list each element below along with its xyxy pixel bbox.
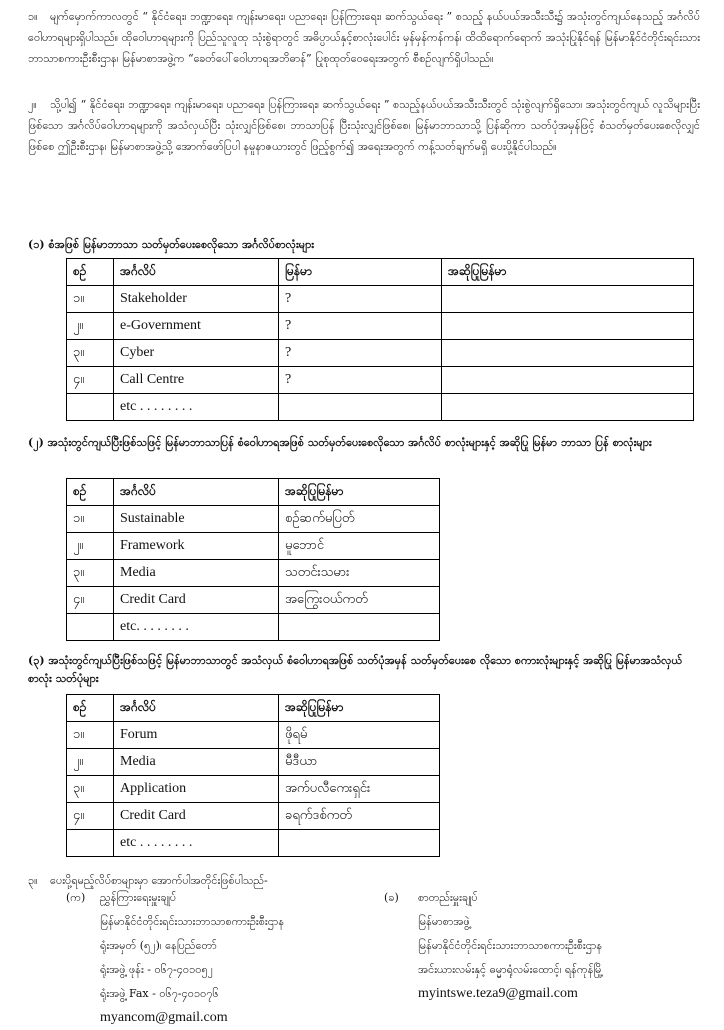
cell-proposed: မူဘောင် — [279, 533, 440, 560]
cell-proposed — [442, 394, 694, 421]
col-header-proposed: အဆိုပြုမြန်မာ — [279, 479, 440, 506]
cell-myanmar: ? — [279, 367, 442, 394]
cell-english: Stakeholder — [114, 286, 279, 313]
address-line: မြန်မာနိုင်ငံတိုင်းရင်းသားဘာသာစကားဦးစီးဌာန — [100, 915, 285, 928]
address-line: မြန်မာစာအဖွဲ့ — [418, 915, 470, 928]
cell-serial: ၂။ — [67, 749, 114, 776]
table-row — [67, 394, 694, 421]
email-link[interactable]: myancom@gmail.com — [100, 1010, 228, 1025]
cell-english: etc. . . . . . . . — [114, 614, 279, 641]
col-header-serial: စဉ် — [67, 479, 114, 506]
cell-serial: ၃။ — [67, 560, 114, 587]
table-row — [67, 803, 440, 830]
col-header-proposed: အဆိုပြုမြန်မာ — [279, 695, 440, 722]
cell-proposed — [279, 830, 440, 857]
cell-proposed: စဉ်ဆက်မပြတ် — [279, 506, 440, 533]
col-header-myanmar: မြန်မာ — [279, 259, 442, 286]
col-header-serial: စဉ် — [67, 695, 114, 722]
table-row — [67, 560, 440, 587]
table-row — [67, 533, 440, 560]
table-row — [67, 722, 440, 749]
cell-serial — [67, 394, 114, 421]
table-row — [67, 749, 440, 776]
col-header-english: အင်္ဂလိပ် — [114, 259, 279, 286]
cell-english: etc . . . . . . . . — [114, 830, 279, 857]
cell-english: Framework — [114, 533, 279, 560]
cell-proposed — [442, 340, 694, 367]
table-row — [67, 776, 440, 803]
paragraph-number: ၁။ — [28, 10, 38, 23]
section-1-heading: (၁) စံအဖြစ် မြန်မာဘာသာ သတ်မှတ်ပေးစေလိုသော အင်္ဂလိပ်စာလုံးများ — [28, 238, 315, 251]
cell-serial: ၄။ — [67, 367, 114, 394]
address-label: (ခ) — [384, 891, 399, 904]
cell-serial: ၃။ — [67, 340, 114, 367]
table-1 — [66, 258, 694, 421]
cell-serial: ၄။ — [67, 803, 114, 830]
cell-english: Credit Card — [114, 587, 279, 614]
cell-proposed: မီဒီယာ — [279, 749, 440, 776]
col-header-english: အင်္ဂလိပ် — [114, 695, 279, 722]
paragraph-text: သို့ပါ၍ “ နိုင်ငံရေး၊ ဘဏ္ဍာရေး၊ ကျန်းမာရေး၊ ပညာရေး၊ ပြန်ကြားရေး၊ ဆက်သွယ်ရေး ” စသည့်နယ်ပယ်အသီးသီးတွင် သုံးစွဲလျက်ရှိသော၊ အသုံးတွင်ကျယ် လူသိများပြီးဖြစ်သော အင်္ဂလိပ်ဝေါဟာရများကို အသံလှယ်ပြီး သုံးလျှင်ဖြစ်စေ၊ ဘာသာပြန် ပြီးသုံးလျှင်ဖြစ်စေ၊ မြန်မာဘာသာသို့ ပြန်ဆိုကာ သတ်ပုံအမှန်ဖြင့် စံသတ်မှတ်ပေးစေလိုလျှင်ဖြစ်စေ ဤဦးစီးဌာန၊ မြန်မာစာအဖွဲ့သို့ အောက်ဖော်ပြပါ နမူနာဇယားတွင် ဖြည့်စွက်၍ အရေးအတွက် ကန့်သတ်ချက်မရှိ ပေးပို့နိုင်ပါသည်။ — [28, 98, 700, 153]
table-header-row — [67, 259, 694, 286]
cell-serial: ၁။ — [67, 286, 114, 313]
cell-myanmar: ? — [279, 340, 442, 367]
cell-proposed — [442, 367, 694, 394]
table-row — [67, 830, 440, 857]
cell-english: Sustainable — [114, 506, 279, 533]
paragraph-number: ၂။ — [28, 98, 37, 111]
cell-english: Cyber — [114, 340, 279, 367]
cell-proposed: အက်ပလီကေးရှင်း — [279, 776, 440, 803]
section-2-heading: (၂) အသုံးတွင်ကျယ်ပြီးဖြစ်သဖြင့် မြန်မာဘာသာပြန် စံဝေါဟာရအဖြစ် သတ်မှတ်ပေးစေလိုသော အင်္ဂလိပ် စာလုံးများနှင့် အဆိုပြု မြန်မာ ဘာသာ ပြန် စာလုံးများ — [28, 436, 652, 449]
cell-proposed: ခရက်ဒစ်ကတ် — [279, 803, 440, 830]
cell-proposed — [279, 614, 440, 641]
table-row — [67, 286, 694, 313]
cell-serial: ၂။ — [67, 313, 114, 340]
paragraph-1 — [28, 6, 700, 69]
cell-proposed — [442, 286, 694, 313]
address-label: (က) — [66, 891, 86, 904]
cell-english: Credit Card — [114, 803, 279, 830]
table-header-row — [67, 695, 440, 722]
address-line: ရုံးအမှတ် (၅၂)၊ နေပြည်တော် — [100, 939, 217, 952]
cell-english: e-Government — [114, 313, 279, 340]
paragraph-number: ၃။ — [28, 874, 38, 887]
cell-myanmar — [279, 394, 442, 421]
address-line: ညွှန်ကြားရေးမှူးချုပ် — [100, 891, 177, 904]
address-line: စာတည်းမှူးချုပ် — [418, 891, 478, 904]
table-row — [67, 367, 694, 394]
address-line: မြန်မာနိုင်ငံတိုင်းရင်းသားဘာသာစကားဦးစီးဌာန — [418, 939, 603, 952]
cell-myanmar: ? — [279, 313, 442, 340]
section-3-heading: (၃) အသုံးတွင်ကျယ်ပြီးဖြစ်သဖြင့် မြန်မာဘာသာတွင် အသံလှယ် စံဝေါဟာရအဖြစ် သတ်ပုံအမှန် သတ်မှတ်ပေးစေ လိုသော စကားလုံးများနှင့် အဆိုပြု မြန်မာအသံလှယ်စာလုံး သတ်ပုံများ — [28, 654, 683, 685]
paragraph-text: မျက်မှောက်ကာလတွင် “ နိုင်ငံရေး၊ ဘဏ္ဍာရေး၊ ကျန်းမာရေး၊ ပညာရေး၊ ပြန်ကြားရေး၊ ဆက်သွယ်ရေး ” စသည့် နယ်ပယ်အသီးသီး၌ အသုံးတွင်ကျယ်နေသည့် အင်္ဂလိပ်ဝေါဟာရများရှိပါသည်။ ထိုဝေါဟာရများကို ပြည်သူလူထု သုံးစွဲရာတွင် အဓိပ္ပာယ်နှင့်စာလုံးပေါင်း မှန်မှန်ကန်ကန်၊ ထိထိရောက်ရောက် အသုံးပြုနိုင်ရန် မြန်မာနိုင်ငံတိုင်းရင်းသားဘာသာစကားဦးစီးဌာန၊ မြန်မာစာအဖွဲ့က “ခေတ်ပေါ်ဝေါဟာရအဘိဓာန်” ပြုစုထုတ်ဝေရေးအတွက် စီစဉ်လျက်ရှိပါသည်။ — [28, 10, 700, 65]
table-row — [67, 313, 694, 340]
cell-proposed — [442, 313, 694, 340]
col-header-serial: စဉ် — [67, 259, 114, 286]
table-header-row — [67, 479, 440, 506]
cell-proposed: ဖိုရမ် — [279, 722, 440, 749]
cell-english: Application — [114, 776, 279, 803]
table-2 — [66, 478, 440, 641]
fax-line: ရုံးအဖွဲ့ Fax - ၀၆၇-၄၀၁၀၇၆ — [100, 987, 219, 1000]
table-row — [67, 340, 694, 367]
cell-serial — [67, 614, 114, 641]
phone-line: ရုံးအဖွဲ့ ဖုန်း - ၀၆၇-၄၀၁၀၅၂ — [100, 963, 214, 976]
cell-myanmar: ? — [279, 286, 442, 313]
col-header-proposed: အဆိုပြုမြန်မာ — [442, 259, 694, 286]
cell-serial: ၃။ — [67, 776, 114, 803]
cell-serial: ၂။ — [67, 533, 114, 560]
cell-english: Forum — [114, 722, 279, 749]
cell-serial — [67, 830, 114, 857]
email-link[interactable]: myintswe.teza9@gmail.com — [418, 986, 578, 1001]
table-row — [67, 614, 440, 641]
col-header-english: အင်္ဂလိပ် — [114, 479, 279, 506]
cell-english: Media — [114, 749, 279, 776]
table-row — [67, 587, 440, 614]
table-row — [67, 506, 440, 533]
cell-serial: ၁။ — [67, 506, 114, 533]
cell-english: etc . . . . . . . . — [114, 394, 279, 421]
table-3 — [66, 694, 440, 857]
address-block-right — [384, 886, 603, 1006]
cell-proposed: သတင်းသမား — [279, 560, 440, 587]
cell-proposed: အကြွေးဝယ်ကတ် — [279, 587, 440, 614]
paragraph-2 — [28, 94, 700, 157]
closing-intro-text: ပေးပို့ရမည့်လိပ်စာများမှာ အောက်ပါအတိုင်းဖြစ်ပါသည်- — [50, 874, 268, 887]
cell-english: Media — [114, 560, 279, 587]
cell-english: Call Centre — [114, 367, 279, 394]
cell-serial: ၄။ — [67, 587, 114, 614]
address-line: အင်းယားလမ်းနှင့် ဓမ္မာရုံလမ်းထောင့်၊ ရန်ကုန်မြို့ — [418, 963, 604, 976]
address-block-left — [66, 886, 284, 1030]
cell-serial: ၁။ — [67, 722, 114, 749]
